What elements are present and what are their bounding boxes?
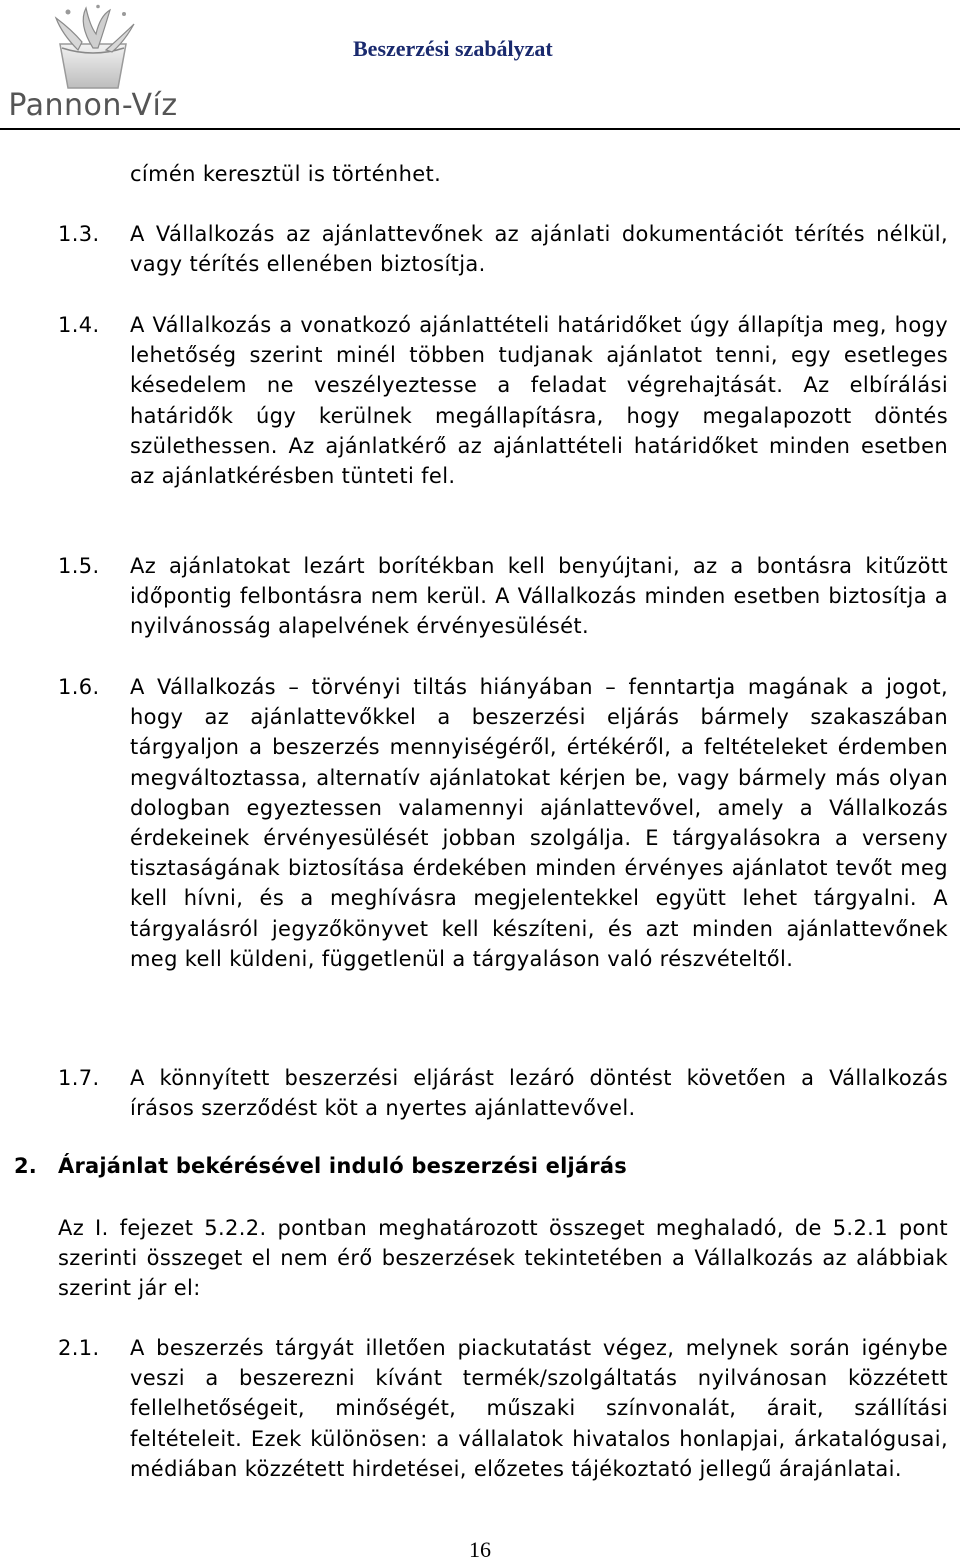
item-text: A Vállalkozás a vonatkozó ajánlattételi határidőket úgy állapítja meg, hogy lehetőség szerint minél többen tudjanak ajánlatot tenni, egy esetleges késedelem ne veszélyeztesse a feladat végrehajtását. Az elbírálási határidők úgy kerülnek megállapításra, hogy megalapozott döntés születhessen. Az ajánlatkérő az ajánlattételi határidőket minden esetben az ajánlatkérésben tünteti fel. [130,313,948,489]
company-logo [8,4,178,130]
item-number: 1.7. [58,1066,100,1090]
item-text: A beszerzés tárgyát illetően piackutatást végez, melynek során igénybe veszi a beszerezni kívánt termék/szolgáltatás nyilvánosan közzétett fellelhetőségeit, minőségét, műszaki színvonalát, árait, szállítási feltételeit. Ezek különösen: a vállalatok hivatalos honlapjai, árkatalógusai, médiában közzétett hirdetései, előzetes tájékoztató jellegű árajánlatai. [130,1336,948,1481]
item-number: 2.1. [58,1336,100,1360]
document-title: Beszerzési szabályzat [353,36,553,61]
item-text: A Vállalkozás – törvényi tiltás hiányában – fenntartja magának a jogot, hogy az ajánlattevőkkel a beszerzési eljárás bármely szakaszában tárgyaljon a beszerzés mennyiségéről, értékéről, a feltételeket érdemben megváltoztassa, alternatív ajánlatokat kérjen be, vagy bármely más olyan dologban egyeztessen valamennyi ajánlattevővel, amely a Vállalkozás érdekeinek érvényesülését jobban szolgálja. E tárgyalásokra a verseny tisztaságának biztosítása érdekében minden érvényes ajánlatot tevőt meg kell hívni, és a meghívásra megjelentekkel együtt lehet tárgyalni. A tárgyalásról jegyzőkönyvet kell készíteni, és azt minden ajánlattevőnek meg kell küldeni, függetlenül a tárgyaláson való részvételtől. [130,675,948,971]
item-text: A Vállalkozás az ajánlattevőnek az ajánlati dokumentációt térítés nélkül, vagy térítés ellenében biztosítja. [130,222,948,277]
item-number: 1.4. [58,313,100,337]
item-text: A könnyített beszerzési eljárást lezáró döntést követően a Vállalkozás írásos szerződést köt a nyertes ajánlattevővel. [130,1066,948,1121]
water-splash-icon [38,4,148,90]
logo-text: Pannon-Víz [8,88,178,123]
continued-paragraph: címén keresztül is történhet. [130,162,442,186]
page-number: 16 [469,1537,491,1562]
section-number: 2. [14,1154,37,1178]
page-header [0,0,960,140]
item-text: Az ajánlatokat lezárt borítékban kell benyújtani, az a bontásra kitűzött időpontig felbontásra nem kerül. A Vállalkozás minden esetben biztosítja a nyilvánosság alapelvének érvényesülését. [130,554,948,639]
section-title: Árajánlat bekérésével induló beszerzési eljárás [58,1154,627,1178]
header-divider [0,128,960,130]
item-number: 1.3. [58,222,100,246]
item-number: 1.6. [58,675,100,699]
item-number: 1.5. [58,554,100,578]
section-intro: Az I. fejezet 5.2.2. pontban meghatározott összeget meghaladó, de 5.2.1 pont szerinti összeget el nem érő beszerzések tekintetében a Vállalkozás az alábbiak szerint jár el: [58,1216,948,1301]
